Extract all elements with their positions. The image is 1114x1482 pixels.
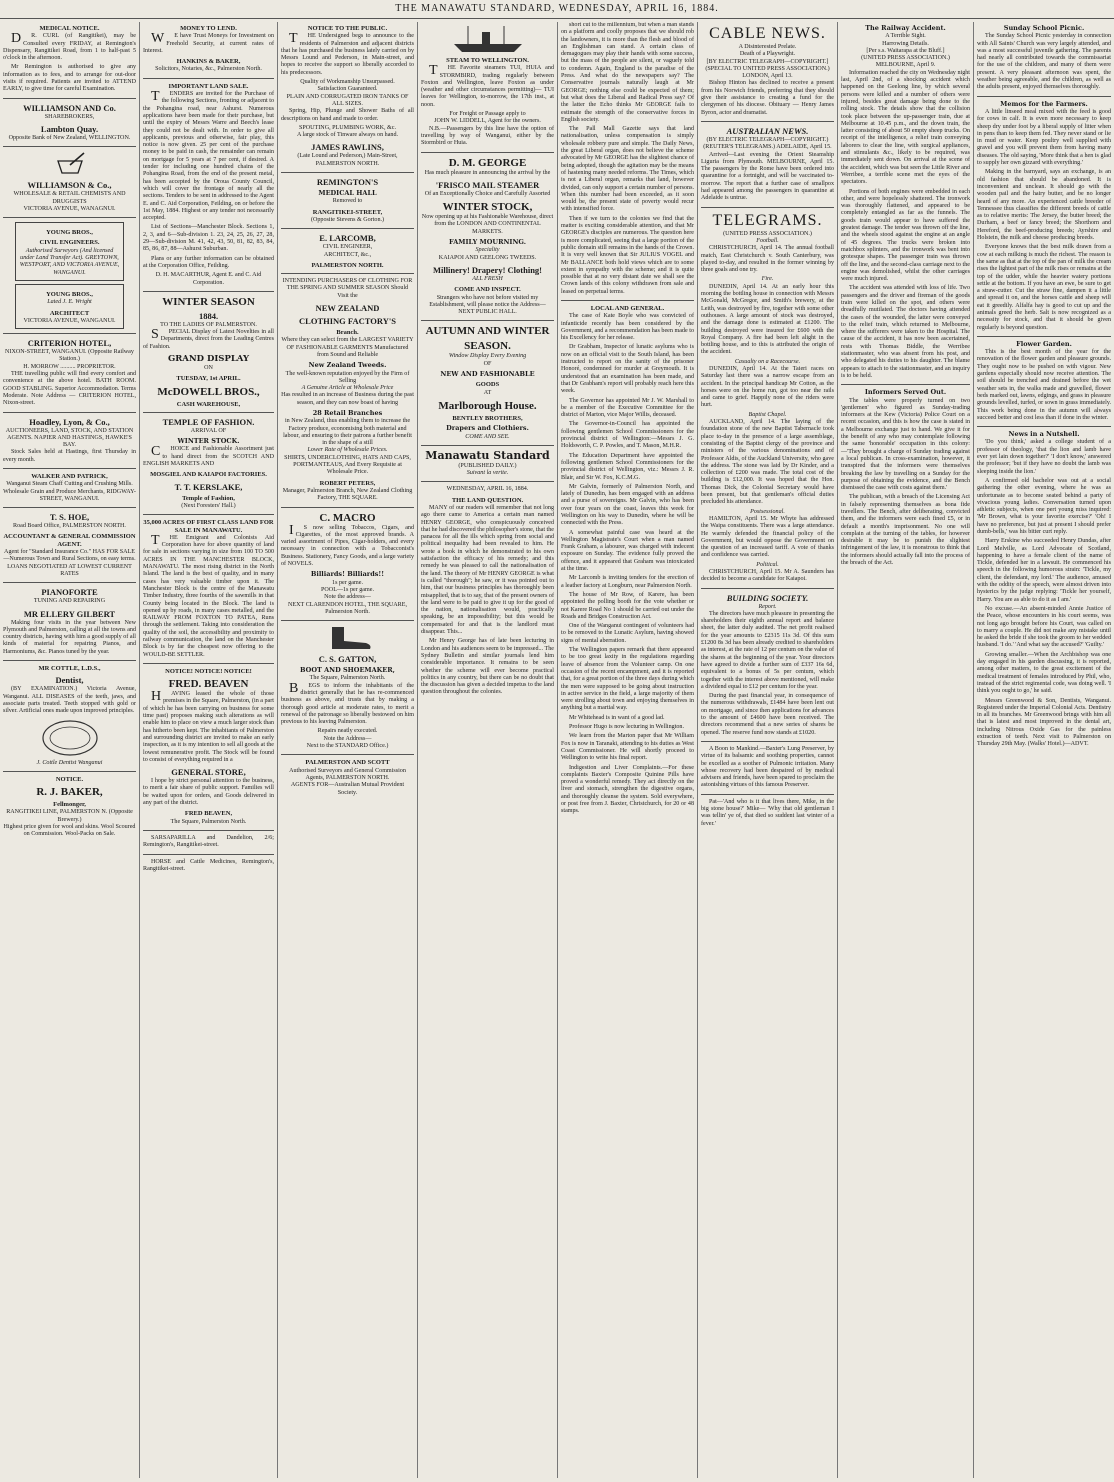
acres-heading: 35,000 ACRES OF FIRST CLASS LAND FOR SALE IN MANAWATU.	[143, 519, 274, 534]
column-5	[558, 22, 698, 1478]
editorial-cont-3: Then if we turn to the colonies we find that the matter is exciting considerable attention, and that Mr GEORGE's disciples are numerous. The question here is more complicated, seeing that a large portion of the public domain still remains in the hands of the Crown. It is very well known that Sir JULIUS VOGEL and Mr BALLANCE both hold views which are to some extent in sympathy with the scheme; and it is quite possible that at no very distant date we shall see the Crown lands of this colony withdrawn from sale and leased on perpetual terms.	[561, 215, 694, 295]
aus-text: Arrived—Last evening the Orient Steamship Liguria from Plymouth. MELBOURNE, April 15. The passengers by the Rome have been ordered into quarantine for a fortnight, and will be vaccinated to-morrow. The report that a further case of smallpox had appeared among the passengers in quarantine at Adelaide is untrue.	[701, 151, 834, 202]
gatton-text: BEGS to inform the inhabitants of the district generally that he has re-commenced business as above, and trusts that by making a thorough good article at moderate rates, to merit a renewal of the patronage so liberally bestowed on him previous to his leaving Palmerston.	[281, 680, 414, 726]
opp-gorton: (Opposite Stevens & Gorton.)	[310, 216, 385, 223]
column-2	[140, 22, 278, 1478]
williamson-heading: WILLIAMSON AND Co.	[23, 102, 116, 113]
baker-text: Highest price given for wool and skins. Wool Scoured on Commission. Wool-Packs on Sale.	[3, 824, 136, 838]
horse-medicines: HORSE and Cattle Medicines, Remington's, Rangitikei-street.	[143, 858, 274, 872]
upa-line: (UNITED PRESS ASSOCIATION.)	[861, 55, 950, 62]
nz-tweeds: New Zealand Tweeds.	[308, 361, 387, 370]
local-item-5: The Education Department have appointed the following gentlemen School Commissioners for the provincial district of Wellington, viz.: Messrs J. R. Blair, and Sir W. Fox, K.C.M.G.	[561, 452, 694, 481]
hankins-heading: HANKINS & BAKER,	[176, 58, 241, 66]
beaven-text: HAVING leased the whole of those premises in the Square, Palmerston, (in a part of which he has been carrying on business for some time past) proposes making such alterations as will enable him to place on view a much larger stock than has hitherto been kept. The inhabitants of Palmerston and surrounding district are invited to make an early inspection, as it is my intention to sell all goods at the lowest remunerative profit. The Stock will be found to consist of everything required in a	[143, 689, 275, 763]
nutshell-text-1: 'Do you think,' asked a college student of a professor of theology, 'that the lion and lamb have ever yet lain down together?' 'I don't know,' answered the professor; 'but if they have no doubt the lamb was sleeping inside the lion.'	[977, 439, 1111, 475]
on-line: ON	[204, 364, 213, 371]
building-text-2: During the past financial year, in consequence of the numerous withdrawals, £1484 have been lent out on mortgage, and since then applications for advances to the amount of £4600 have been received. The directors recommend that a new series of shares be opened. The reserve fund now stands at £1020.	[701, 693, 834, 736]
autumn-heading: AUTUMN AND WINTER	[425, 325, 550, 338]
walker-text: Wanganui Steam Chaff Cutting and Crushing Mills. Wholesale Grain and Produce Merchants, RIDGWAY-STREET, WANGANUI.	[3, 481, 136, 502]
walker-heading: WALKER AND PATRICK,	[31, 472, 108, 480]
of-line: OF	[483, 360, 492, 367]
land-question-text: MANY of our readers will remember that not long ago there came to America a certain man named HENRY GEORGE, who conspicuously conceived that he had discovered the philosopher's stone, that the panacea for all the ills which spring from social and political inequality had been revealed to him. He wrote a book in which he demonstrated to his own satisfaction the efficacy of his remedy; and this remedy he was pleased to call the nationalisation of the land. The theory of Mr HENRY GEORGE is what is called "thorough"; he saw, or it was pointed out to him, that our business principles has thoroughly been misapplied, that is to say, that of the present owners of the land were to be paid to give it up for the good of the nation, nationalisation would, practically speaking, be an impossibility; but this would be compensated for and that is the landlord must disappear. This...	[421, 504, 554, 636]
informers-text: The tables were properly turned on two 'gentlemen' who figured as Sunday-trading informers at the Kew (Victoria) Police Court on a recent occasion, and this is how the case is stated in a Melbourne exchange just to hand. We give it for the benefit of any who may contemplate following the same 'honorable' occupation in this colony:—'They brought a charge of Sunday trading against a local publican. In cross-examination, however, it transpired that the informers were themselves breaking the law by travelling on a Sunday for the purpose of obtaining the evidence, and the Bench dismissed the case with costs against them.'	[841, 397, 970, 492]
cottle-text: (BY EXAMINATION.) Victoria Avenue, Wanganui. ALL DISEASES of the teeth, jaws, and associate parts treated. Teeth stopped with gold or silver. Artificial ones made upon improved principles.	[3, 686, 136, 715]
nutshell-text-5: Growing smaller.—When the Archbishop was one day engaged in his garden discussing, it is reported, among other matters, to the great excitement of the medical treatment of females introduced by Phil, who, instead of the strict regimental code, was doing well. 'I think you ought to go,' he said.	[977, 651, 1111, 695]
arrival-of: ARRIVAL OF	[190, 427, 227, 434]
enjoyed-text: The well-known reputation enjoyed by the Firm of Selling	[285, 370, 410, 384]
nutshell-text-3: Harry Erskine who succeeded Henry Dundas, after Lord Melville, as Lord Advocate of Scotland, happening to have a female client of the name of Tickle, defended her in a lawsuit. He commenced his speech in the following humorous strain: 'Tickle, my client, the defendant, my lord.' The audience, amused with the oddity of the speech, were almost driven into hysterics by the judge replying: 'Tickle her yourself, Harry. You are as able to do it as I am.'	[977, 538, 1111, 603]
emigrant-text: THE Emigrant and Colonists Aid Corporation have for above quantity of land for sale in sections varying in size from 100 TO 500 ACRES IN THE MANCHESTER BLOCK, MANAWATU. The most rising district in the North Island. The land is the best of quality, and in many cases has very valuable timber upon it. The Manchester Block is the centre of the Manawatu Timber Industry, three fourths of the sawmills in that County being located in the Block. The land is opened up by roads, in many cases metalled, and the RAILWAY FROM FOXTON TO PATEA, Runs through the settlement. Taking into consideration the quality of the soil, the accessibility and proximity to railway communication, the land on the Manchester Block is by far the cheapest now offering to the WOULD-BE SETTLER.	[143, 532, 274, 658]
wright-line: Lated J. E. Wright	[47, 299, 92, 306]
editorial-cont: short cut to the millennium, but when a man stands on a platform and coolly proposes that we should rob the landowners, it is more than the flesh and blood of an Englishman can stand. A certain class of demagogues may play their hands with some success, but the mass of the people are silent, or vaguely told to condemn. Again, England is the paradise of the Press. And what do the newspapers say? The Conservative journals naturally laugh at Mr GEORGE; nothing else could be expected of them; but what does the Liberal and Radical Press say? Of the latter the Echo thinks Mr GEORGE fails to estimate the strength of the conservative forces in English society.	[561, 22, 694, 123]
local-item-9: The house of Mr Row, of Karere, has been appointed the polling booth for the vote whether or not Karere Road No 1 should be carried out under the Roads and Bridges Construction Act.	[561, 591, 694, 620]
temple-heading: TEMPLE OF FASHION.	[162, 416, 255, 427]
winter-season-heading: WINTER SEASON	[162, 295, 255, 308]
cable-news-heading: CABLE NEWS.	[709, 25, 826, 42]
quality-line: Quality of Workmanship Unsurpassed.	[300, 79, 395, 86]
notice-public-text: THE Undersigned begs to announce to the residents of Palmerston and adjacent districts that he has purchased the business lately carried on by Messrs Lound and Pederson, in Main-street, and hopes to receive the support so liberally accorded to his predecessors.	[281, 31, 414, 76]
medical-notice-heading: MEDICAL NOTICE.	[39, 25, 100, 32]
civil-engineer: CIVIL ENGINEER,	[322, 244, 373, 251]
curl-notice: DR. CURL (of Rangitikei), may be Consulted every FRIDAY, at Remington's Dispensary, Rangitikei Road, from 1 to half-past 5 o'clock in the afternoon.	[3, 31, 136, 62]
new-fashionable: NEW AND FASHIONABLE	[440, 370, 535, 379]
postsessional-heading: Postsessional.	[750, 508, 785, 515]
architect-etc: ARCHITECT, &c.,	[323, 251, 372, 258]
cable-text: Bishop Hinton has declined to receive a present from his Norwich friends, preferring that they should give their assistance to creating a fund for the clergymen of his diocese. Obituary — Henry James Byron, actor and dramatist.	[701, 80, 834, 116]
memos-text-2: Making in the barnyard, says an exchange, is an old fashion that should be abandoned. It is inconvenient and unclean. It should go with the wooden pail and the hairy butter, and be no longer heard of any more. An experienced cattle breeder of Tennessee thus classifies the different breeds of cattle as to relative merits: The Jersey, the butter breed; the Durham, a beef or fancy breed; the Shorthorn and Hereford, the beef-producing breeds; Ayrshire and Holstein, the milk and cheese producing breeds.	[977, 169, 1111, 242]
speciality: Speciality	[475, 247, 500, 254]
hoe-title: ACCOUNTANT & GENERAL COMMISSION AGENT.	[3, 533, 136, 548]
hankins-sub: Solicitors, Notaries, &c., Palmerston North.	[155, 66, 262, 73]
macro-heading: C. MACRO	[319, 511, 376, 524]
young-bros-text: Authorised Surveyors (And licensed under Land Transfer Act). GREYTOWN, WESTPORT, AND VICTORIA AVENUE, WANGANUI.	[19, 247, 120, 276]
local-item-13: Professor Hugo is now lecturing in Wellington.	[569, 724, 684, 731]
architect-line: ARCHITECT	[49, 309, 90, 317]
dentist-badge-seal	[40, 718, 100, 758]
column-1	[0, 22, 140, 1478]
political-heading: Political.	[756, 561, 779, 568]
gatton-heading: C. S. GATTON,	[318, 654, 377, 665]
manawatu-standard-title: Manawatu Standard	[425, 448, 550, 462]
money-heading: MONEY TO LEND.	[180, 25, 237, 32]
tuesday-line: TUESDAY, 1st APRIL.	[176, 375, 241, 383]
george-text: Has much pleasure in announcing the arrival by the	[424, 169, 551, 176]
mosgiel-line: MOSGIEL AND KAIAPOI FACTORIES.	[150, 471, 267, 479]
memos-heading: Memos for the Farmers.	[1000, 99, 1088, 108]
kaiapoi-tweeds: KAIAPOI AND GEELONG TWEEDS.	[438, 254, 537, 261]
hoe-heading: T. S. HOE,	[49, 512, 90, 523]
lower-rate: Lower Rate of Wholesale Prices.	[307, 447, 388, 454]
pool: POOL—1s per game.	[321, 586, 374, 593]
hoadley-heading: Hoadley, Lyon, & Co.,	[29, 416, 110, 427]
baxter-text: A Boon to Mankind.—Baxter's Lung Preserver, by virtue of its balsamic and soothing properties, cannot be excelled as a soother of Pulmonic irritation. Many whose recovery had been despaired of by medical advisers and friends, have been spared to proclaim the astonishing virtues of this famous Preserver.	[701, 745, 834, 789]
baptist-text: AUCKLAND, April 14. The laying of the foundation stone of the new Baptist Tabernacle took place to-day in the presence of a large assemblage, consisting of the Baptist clergy of the province and ministers of the various denominations and of Professor Aldis, of the Auckland University, who gave the address. The stone was laid by Dr Kinder, and a collection of £200 was made. The total cost of the building is £12,000. It was hoped that the Hon. Thomas Dick, the Colonial Secretary would have been present, but that gentleman's official duties precluded his attendance.	[701, 419, 834, 506]
macarthur: D. H. MACARTHUR, Agent E. and C. Aid Corporation.	[155, 272, 262, 286]
flower-text: This is the best month of the year for the renovation of the flower garden and pleasure grounds. They ought now to be pushed on with vigour. New gardens especially should now receive attention. The soil should be trenched and drained before the wet weather sets in, the walks made and gravelled, flower beds marked out, lawns, edgings, and grass in pleasure grounds levelled, turfed, or sown in grass immediately. This work being done in the autumn will always succeed better and cost less than if done in the winter.	[977, 349, 1111, 421]
goods-line: GOODS	[475, 381, 500, 389]
new-zealand: NEW ZEALAND	[315, 303, 380, 314]
peters-heading: ROBERT PETERS,	[319, 479, 376, 487]
winter-stock: WINTER STOCK.	[177, 437, 240, 446]
building-society-heading: BUILDING SOCIETY.	[726, 592, 809, 603]
hoe-text: Agent for "Standard Insurance Co." HAS FOR SALE—Numerous Town and Rural Sections, on easy terms. LOANS NEGOTIATED AT LOWEST CURRENT RATES	[3, 549, 136, 577]
railway-accident-heading: The Railway Accident.	[865, 24, 946, 32]
george-text-2: Now opening up at his Fashionable Warehouse, direct from the LONDON AND CONTINENTAL MARKETS.	[421, 214, 554, 235]
local-item-3: The Governor has appointed Mr J. W. Marshall to be a member of the Executive Committee for the district of Marton, vice Major Willis, deceased.	[561, 397, 694, 419]
nutshell-heading: News in a Nutshell.	[1008, 430, 1080, 439]
drapers-clothiers: Drapers and Clothiers.	[446, 424, 529, 433]
peters-sub: Manager, Palmerston Branch, New Zealand Clothing Factory, THE SQUARE.	[282, 487, 413, 502]
issue-date: WEDNESDAY, APRIL 16, 1884.	[446, 486, 529, 493]
mcdowell-heading: McDOWELL BROS.,	[157, 385, 260, 398]
ladies-line: TO THE LADIES OF PALMERSTON.	[160, 321, 257, 328]
local-item-10: One of the Wanganui contingent of volunteers had to be removed to the Lunatic Asylum, having showed signs of mental aberration.	[561, 623, 694, 644]
billiards: Billiards! Billiards!!	[310, 570, 385, 579]
telegrams-heading: TELEGRAMS.	[712, 211, 823, 229]
larcomb-heading: E. LARCOMB,	[319, 233, 376, 244]
young-bros-name: YOUNG BROS.,	[46, 229, 93, 237]
mortar-pestle-icon	[50, 151, 90, 177]
temple-of-fashion-2: Temple of Fashion,	[182, 494, 235, 502]
column-4	[418, 22, 558, 1478]
tinware-line: A large stock of Tinware always on hand.	[296, 132, 399, 139]
flower-garden-heading: Flower Garden.	[1016, 339, 1072, 348]
column-6	[698, 22, 838, 1478]
casualty-text: DUNEDIN, April 14. At the Taieri races on Saturday last there was a narrow escape from an accident. In the principal handicap Mr Cotton, as the horses were on the home run, got too near the rails and came to grief. Happily none of the riders were hurt.	[701, 365, 834, 409]
land-question-text-2: Mr Henry George has of late been lecturing in London and his audiences seem to be impressed... The Sydney Bulletin and similar journals lend him considerable importance. It remains to be seen whether the scheme will ever become practical politics in any country, but there can be no doubt that the discussion has given a decided impetus to the land question throughout the colonies.	[421, 638, 554, 696]
published-daily: (PUBLISHED DAILY.)	[458, 462, 517, 469]
removed-to: Removed to	[332, 198, 363, 205]
intending-text: INTENDING PURCHASERS OF CLOTHING FOR THE SPRING AND SUMMER SEASON Should Visit the	[282, 278, 413, 299]
local-item-8: Mr Larcomb is inviting tenders for the erection of a leather factory at Longburn, near Palmerston North.	[561, 575, 694, 589]
aus-head: (BY ELECTRIC TELEGRAPH—COPYRIGHT.) (REUTER'S TELEGRAMS.) ADELAIDE, April 15.	[703, 136, 832, 151]
note-address: Note the address—	[324, 594, 371, 601]
standard-office: Next to the STANDARD Office.)	[306, 743, 389, 750]
masthead: THE MANAWATU STANDARD, WEDNESDAY, APRIL 16, 1884.	[0, 0, 1114, 19]
local-item-12: Mr Whitehead is in want of a good lad.	[569, 714, 665, 721]
chemists-line: WHOLESALE & RETAIL CHEMISTS AND DRUGGISTS	[13, 191, 126, 205]
window-display: Window Display Every Evening	[448, 353, 527, 360]
fire-heading: Fire.	[761, 276, 774, 283]
hoadley-auctioneers: AUCTIONEERS, LAND, STOCK, AND STATION AGENTS. NAPIER AND HASTINGS, HAWKE'S BAY.	[5, 427, 134, 449]
frisco-steamer: 'FRISCO MAIL STEAMER	[435, 179, 540, 190]
nb-text: N.B.—Passengers by this line have the option of travelling by way of Wanganui, either by the Stormbird or Huia.	[421, 125, 554, 147]
young-bros-architect-box	[15, 284, 124, 329]
report-heading: Report.	[758, 603, 777, 610]
liddell: JOHN W. LIDDELL, Agent for the owners.	[434, 118, 541, 125]
come-inspect: COME AND INSPECT.	[454, 286, 521, 294]
marlborough-house: Marlborough House.	[438, 399, 537, 412]
criterion-heading: CRITERION HOTEL,	[27, 338, 112, 349]
kerslake-heading: T. T. KERSLAKE,	[174, 481, 243, 492]
young-bros-engineers-box	[15, 222, 124, 281]
local-item-11: The Wellington papers remark that there appeared to be too great laxity in the regulations regarding leave of absence from the Volunteer camp. On one occasion of the recent encampment, and it is reported that, for a great portion of the three days during which the men were supposed to be going about instruction in active service in the field, a large majority of them were strolling about town and enjoying themselves in anything but a martial way.	[561, 647, 694, 712]
satisfaction-line: Satisfaction Guaranteed.	[317, 86, 378, 93]
fire-text: DUNEDIN, April 14. At an early hour this morning the bottling house in connection with Messrs McGonald, McGregor, and Smith's brewery, at the Leith, was destroyed by fire, together with some other outhouses. A large amount of stock was destroyed, and the damage done is estimated at £1200. The building destroyed were insured for £600 with the Royal Company. A fire had been left alight in the bottling house, and to this is attributed the origin of the accident.	[701, 283, 834, 356]
bentley-brothers: BENTLEY BROTHERS,	[452, 414, 523, 422]
sharebrokers: SHAREBROKERS,	[44, 113, 95, 120]
branch-text: Where they can select from the LARGEST VARIETY OF FASHIONABLE GARMENTS Manufactured from Sound and Reliable	[281, 337, 414, 358]
civil-engineers: CIVIL ENGINEERS.	[39, 239, 100, 247]
dentist-heading: Dentist,	[55, 675, 84, 686]
foresters-line: (Next Foresters' Hall.)	[181, 502, 236, 509]
cottle-heading: MR COTTLE, L.D.S.,	[38, 665, 101, 673]
branch: Branch.	[336, 329, 359, 337]
local-item-6: Mr Galvin, formerly of Palmerston North, and lately of Dunedin, has been engaged with an address and a purse of sovereigns. Mr Galvin, who has been over four years on the coast, leaves this week for Wellington on his way to Dunedin, where he will be connected with the Press.	[561, 483, 694, 527]
grand-display: GRAND DISPLAY	[167, 353, 250, 364]
millinery: Millinery! Drapery! Clothing!	[432, 264, 543, 275]
nutshell-text-4: No excuse.—An absent-minded Annie Justice of the Peace, whose encounters in his court seems, was not long ago brought before his Court, was called on to marry a couple. He did not make any mistake until he asked the bride if she took the groom to her wedded husband. 'I do.' 'And what say the accused?' 'Guilty.'	[977, 605, 1111, 649]
column-8	[974, 22, 1114, 1478]
winter-text: SPECIAL Display of Latest Novelties in all Departments, direct from the Leading Centres of Fashion.	[143, 327, 274, 350]
clarendon: NEXT CLARENDON HOTEL, THE SQUARE, Palmerston North.	[288, 601, 407, 615]
baths-line: Spring, Hip, Plunge and Shower Baths of all descriptions on hand and made to order.	[281, 108, 414, 122]
informers-text-2: The publican, with a breach of the Licensing Act in falsely representing themselves as bona fide travellers. The Bench, after deliberating, convicted them, and the informers were each fined £5, or in default a month's imprisonment. No one will complain at the turning of the tables, for however desirable it may be to punish the slightest infringement of the law, it is monstrous to think that the informers should actually fall into the process of the breach of the Act.	[841, 494, 970, 567]
steamship-icon	[448, 24, 528, 54]
winter-year: 1884.	[198, 310, 219, 321]
george-heading: D. M. GEORGE	[448, 156, 527, 169]
nutshell-text-2: A confirmed old bachelor was out at a social gathering the other evening, where he was as unfortunate as to become seated behind a party of vivacious young ladies. Conversation turned upon athletic subjects, when one pert young miss inquired: 'Mr Brown, what is your favorite exercise?' 'Oh! I have no preference, but just at present I should prefer dumb-bells,' was his bitter curt reply.	[977, 477, 1111, 535]
local-item-4: The Governor-in-Council has appointed the following gentlemen School Commissioners for the provincial district of Wellington:—Messrs J. G. Holdsworth, C. P. Powles, and T. Mason, M.H.R.	[561, 421, 694, 450]
per-game: 1s per game.	[332, 579, 363, 586]
cable-sub: A Disinterested Prelate.	[738, 44, 797, 50]
agents-text: AGENTS FOR—Australian Mutual Provident Society.	[290, 782, 405, 796]
column-3	[278, 22, 418, 1478]
harrowing-details: Harrowing Details.	[882, 40, 929, 47]
picnic-text: The Sunday School Picnic yesterday in connection with All Saints' Church was very largely attended, and was a most successful juvenile gathering. The parents had nearly all contributed towards the commissariat for the use of the children, and many of them were present. A very pleasant afternoon was spent, the weather being agreeable, and the children, as well as the adults present, enjoyed themselves thoroughly.	[977, 33, 1111, 91]
season-heading: SEASON.	[464, 340, 511, 353]
telegrams-head: (UNITED PRESS ASSOCIATION.)	[723, 230, 812, 237]
football-text: CHRISTCHURCH, April 14. The annual football match, East Christchurch v. South Canterbury, was played to-day, and resulted in the former winning by three goals and one try.	[701, 245, 834, 274]
railway-text-2: Portions of both engines were embedded in each other, and were hopelessly shattered. The ironwork was thoroughly flattened, and appeared to be completely entangled as far as the funnels. The goods train would appear to have suffered the greatest damage. The tender was thrown off the line, and the wheels stood against the engine at an angle of 45 degrees. The trucks were broken into matchbox splinters, and the ironwork was bent into grotesque shapes. The passenger train was thrown off the line, and the second-class carriage next to the engine was demolished, whilst the other carriages were much injured.	[841, 188, 970, 283]
of-an: Of an Exceptionally Choice and Carefully Assorted	[424, 190, 551, 197]
freight-line: For Freight or Passage apply to	[449, 111, 526, 118]
beaven-text-2: I hope by strict personal attention to the business, to merit a fair share of public support. Families will be waited upon for orders, and Goods delivered in any part of the district.	[143, 778, 274, 807]
shirts-line: SHIRTS, UNDERCLOTHING, HATS AND CAPS, PORTMANTEAUS, And Every Requisite at Wholesale Price.	[284, 454, 411, 476]
boot-icon	[318, 625, 378, 651]
choice-text: CHOICE and Fashionable Assortment just to hand direct from the SCOTCH AND ENGLISH MARKETS AND	[143, 444, 274, 468]
boot-shoemaker: BOOT AND SHOEMAKER,	[300, 666, 395, 675]
fred-beaven-addr: The Square, Palmerston North.	[170, 818, 247, 825]
football-heading: Football.	[756, 237, 779, 244]
beaven-heading: FRED. BEAVEN	[168, 678, 249, 691]
local-item-7: A somewhat painful case was heard at the Wellington Magistrate's Court when a man named Frank Graham, a labourer, was charged with indecent exposure on Sunday. The evidence fully proved the offence, and it appeared that Graham was intoxicated at the time.	[561, 529, 694, 573]
cash-warehouse: CASH WAREHOUSE,	[176, 400, 241, 408]
general-store: GENERAL STORE,	[171, 767, 246, 778]
rawlins-heading: JAMES RAWLINS,	[311, 142, 384, 153]
retail-branches: 28 Retail Branches	[312, 408, 383, 417]
railway-text-3: The accident was attended with loss of life. Two passengers and the driver and fireman of the goods train were killed on the spot, and others were dreadfully mutilated. The doctors having attended the cases of the wounded, the latter were conveyed to the relief train, which returned to Melbourne, where the sufferers were taken to the Hospital. The cause of the accident, it has now been ascertained, rests with Thomas Biddle, the Werribee stationmaster, who was absent from his post, and who delegated his duties to his daughter. The blame appears to attach to the stationmaster, and an inquiry is to be held.	[841, 285, 970, 379]
gilbert-text: Making four visits in the year between New Plymouth and Palmerston, calling at all the towns and country districts, having with him a good supply of all kinds of material for repairing Pianos, and Harmoniums, &c. Pianos tuned by the year.	[3, 619, 136, 655]
victoria-avenue: VICTORIA AVENUE, WANAGNUI.	[23, 205, 116, 212]
postsessional-text: HAMILTON, April 15. Mr Whyte has addressed the Waipa constituents. There was a large attendance. He warmly defended the financial policy of the Government, but would oppose the Government on the question of an increased tariff. A vote of thanks and confidence was carried.	[701, 515, 834, 559]
political-text: CHRISTCHURCH, April 15. Mr A. Saunders has decided to become a candidate for Kaiapoi.	[701, 569, 834, 583]
note-address-2: Note the Address—	[323, 735, 372, 742]
palmerston-north: PALMERSTON NORTH.	[311, 261, 384, 269]
terrible-sight: A Terrible Sight.	[885, 33, 926, 40]
nutshell-text-6: Messrs Greenwood & Son, Dentists, Wanganui. Registered under the Imperial Colonial Acts. Dentistry in all its branches. Mr Greenwood brings with him all that is latest and most improved in the dental art, including Nitrous Oxide Gas for the painless extraction of teeth. Next visit to Palmerston on Thursday 29th May. (Walks' Hotel.)—ADVT.	[977, 697, 1111, 748]
picnic-heading: Sunday School Picnic.	[1003, 24, 1085, 32]
list-sections: List of Sections—Manchester Block. Sections 1, 2, 3, and 6—Sub-division 1. 23, 24, 25, 26, 27, 28, 29—Sub-division M. 41, 42, 43, 50, 81, 82, 83, 84, 85, 86, 87, 88—Ashurst Suburban.	[143, 224, 274, 253]
curl-notice-2: Mr Remington is authorised to give any information as to fees, and to arrange for out-door visits if required. Patients are invited to ATTEND EARLY, to give time for careful Examination.	[3, 64, 136, 93]
criterion-address: NIXON-STREET, WANGANUI. (Opposite Railway Station.)	[5, 349, 134, 363]
young-bros-name-2: YOUNG BROS.,	[46, 290, 93, 298]
gilbert-heading: MR ELLERY GILBERT	[23, 608, 116, 619]
medical-hall: MEDICAL HALL	[318, 189, 377, 198]
notice-notice: NOTICE! NOTICE! NOTICE!	[165, 667, 252, 675]
sarsaparilla: SARSAPARILLA and Dandelion, 2/6; Remington's, Rangitikei-street.	[143, 834, 274, 849]
steam-text: THE Favorite steamers TUI, HUIA and STORMBIRD, trading regularly between Foxton and Wellington, leave Foxton as under (weather and other circumstances permitting)— TUI leaves for Wellington, to-morrow, the 17th inst., at noon.	[421, 63, 554, 108]
spouting-line: SPOUTING, PLUMBING WORK, &c.	[298, 124, 397, 131]
memos-text: A little linseed meal mixed with the feed is good for cows in calf. It is even more necessary to keep sheep dry under foot by a liberal supply of litter when in pens than to keep them fed. They never stand or lie in mud or water. Keep poultry well supplied with gravel and you will prevent them from having many diseases. The old saying, 'More think that a hen is glad to supply her own gizzard with everything.'	[977, 108, 1111, 167]
baptist-heading: Baptist Chapel.	[748, 411, 787, 418]
branches-text: in New Zealand, thus enabling them to increase the Factory produce, economising both material and labour, and ensuring to their patrons a further benefit in the shape of a still	[283, 418, 412, 447]
informers-heading: Informers Served Out.	[864, 388, 947, 397]
railway-text: Information reached the city on Wednesday night last, April 2nd, of a shocking accident which happened on the Geelong line, by which several persons were killed and a number of others were injured, besides great damage being done to the rolling stock. The details show that the collision took place between the up-passenger train, due at Melbourne at 10.45 p.m., and the down train, the latter consisting of about 50 empty sheep trucks. On receipt of the intelligence, a relief train conveying laborers to clear the line, with surgical appliances, and stimulants &c., likely to be required, was immediately sent down. On arrival at the scene of the accident, which was but seen the Little River and Werribee, a terrible scene met the eyes of the spectators.	[841, 69, 970, 186]
fred-beaven-2: FRED BEAVEN,	[184, 810, 233, 818]
come-and-see: COME AND SEE.	[465, 433, 510, 440]
increase-text: Has resulted in an increase of Business during the past season, and they can now boast of having	[281, 392, 414, 406]
per-waitarapa: [Per s.s. Waitarapa at the Bluff.]	[866, 47, 945, 54]
rangitikei-street: RANGITIKEI-STREET,	[312, 208, 383, 216]
criterion-text: THE travelling public will find every comfort and convenience at the above hotel. BATH ROOM. GOOD STABLING. Superior Accommodation. Terms Moderate. Note Address — CRITERION HOTEL, Nixon-street.	[3, 371, 136, 407]
williamson-chemists-heading: WILLIAMSON & Co.,	[27, 180, 112, 191]
young-bros-address: VICTORIA AVENUE, WANGANUI.	[23, 317, 116, 324]
rawlins-sub: (Late Lound and Pederson,) Main-Street, PALMERSTON NORTH.	[297, 153, 398, 167]
criterion-proprietor: H. MORROW .......... PROPRIETOR.	[23, 363, 116, 370]
local-item-15: Indigestion and Liver Complaints.—For these complaints Baxter's Composite Quinine Pills have proved a wonderful remedy. They act directly on the liver and stomach, strengthen the digestive organs, and thoroughly cleanse the system. Sold everywhere, or post free from J. Baxter, Christchurch, for 20 or 48 stamps.	[561, 764, 694, 815]
casualty-heading: Casualty on a Racecourse.	[734, 358, 801, 365]
surveyors-heading: PALMERSTON AND SCOTT	[305, 759, 390, 767]
local-item-1: The case of Kate Boyle who was convicted of infanticide recently has been considered by the Government, and a recommendation has been made to his Excellency for her release.	[561, 313, 694, 342]
building-text: The directors have much pleasure in presenting the shareholders their eighth annual report and balance sheet, the latter duly audited. The net profit realised for the year amounts to £2315 11s 3d. Of this sum £1200 8s 3d has been already credited to shareholders as interest, at the rate of 12 per centum on the value of the shares at the beginning of the year. Your directors have agreed to divide a further sum of £337 16s 6d, equivalent to a bonus of 5s per centum, which together with the interest above mentioned, will make a dividend equal to £12 per centum for the year.	[701, 610, 834, 690]
land-question-heading: THE LAND QUESTION.	[451, 496, 524, 504]
suivant-motto: Suivant la verite.	[466, 470, 509, 477]
money-text: WE have Trust Moneys for Investment on Freehold Security, at current rates of Interest.	[143, 31, 274, 54]
lambton-quay: Lambton Quay.	[40, 123, 99, 134]
steam-heading: STEAM TO WELLINGTON.	[446, 57, 529, 64]
melbourne-date: MELBOURNE, April 9.	[875, 62, 936, 69]
family-mourning: FAMILY MOURNING.	[448, 238, 526, 247]
notice-public-heading: NOTICE TO THE PUBLIC.	[307, 25, 388, 32]
fellmonger: Fellmonger,	[53, 801, 86, 809]
gatton-addr: The Square, Palmerston North.	[309, 675, 386, 682]
all-fresh: ALL FRESH	[472, 275, 503, 282]
notice-heading: NOTICE.	[55, 775, 84, 783]
pat-text: Pat—'And who is it that lives there, Mike, in the big stone house?' Mike— 'Why that old gentleman I was tellin' ye of, that died so suddent last winter of a fever.'	[701, 798, 834, 827]
pianoforte-heading: PIANOFORTE	[41, 587, 98, 598]
strangers-text: Strangers who have not before visited my Establishment, will please notice the Address— NEXT PUBLIC HALL.	[429, 294, 546, 316]
baker-address: RANGITIKEI LINE, PALMERSTON N. (Opposite Brewery.)	[6, 809, 133, 823]
baker-heading: R. J. BAKER,	[36, 786, 103, 799]
cable-sub-2: Death of a Playwright.	[739, 51, 796, 58]
hoe-address: Road Board Office, PALMERSTON NORTH.	[13, 523, 126, 530]
remington-heading: REMINGTON'S	[316, 177, 379, 188]
local-general-heading: LOCAL AND GENERAL.	[590, 304, 665, 312]
winter-stock-heading: WINTER STOCK,	[442, 201, 533, 214]
genuine-article: A Genuine Article at Wholesale Price	[301, 385, 394, 392]
opposite-bank: Opposite Bank of New Zealand, WELLINGTON.	[8, 134, 131, 141]
cable-head: [BY ELECTRIC TELEGRAPH—COPYRIGHT.] (SPECIAL TO UNITED PRESS ASSOCIATION.) LONDON, April 13.	[705, 58, 830, 80]
stock-sales: Stock Sales held at Hastings, first Thursday in every month.	[3, 449, 136, 463]
australian-news-heading: AUSTRALIAN NEWS.	[726, 125, 809, 136]
surveyors-text: Authorised Surveyors and General Commission Agents, PALMERSTON NORTH.	[289, 767, 406, 781]
macro-text: IS now selling Tobaccos, Cigars, and Cigarettes, of the most approved brands. A varied assortment of Pipes, Cigar-holders, and every necessary in connection with a Tobacconist's Business. Stationery, Fancy Goods, and a large variety of NOVELS.	[281, 522, 414, 568]
tuning-heading: TUNING AND REPAIRING	[33, 598, 106, 605]
local-item-14: We learn from the Marton paper that Mr William Fox is now in Taranaki, attending to his duties as West Coast Commissioner. He will shortly proceed to Wellington to write his final report.	[561, 733, 694, 762]
column-7	[838, 22, 974, 1478]
land-sale-text: TENDERS are invited for the Purchase of the following Sections, fronting or adjacent to the Pohangina road, near Ashurst. Numerous applications have been made for their purchase, but until the expiry of Messrs Warre and Beech's lease they could not be dealt with. In order to give all applicants, previous and otherwise, fair play, this notice is now given. 25 per cent of the purchase money to be paid in cash, the remainder can remain on mortgage for 5 years at 7 per cent, if desired. A tender for including one hundred chains of the Pohangina Road, from the end of the present metal, has been accepted by the Oroua County Council, which will cover the frontage of nearly all the sections. Tenders to be sent in addressed to the Agent E. and C. Aid Corporation, Feilding, on or before the 1st May, 1884. Highest or any tender not necessarily accepted.	[143, 89, 274, 222]
local-item-2: Dr Grabham, Inspector of lunatic asylums who is now on an official visit to the South Island, has been instructed to report on the sanity of the prisoner Honoré, condemned for murder at Greymouth. It is understood that an examination has been made, and that Dr Grabham's report will probably reach here this week.	[561, 344, 694, 395]
repairs: Repairs neatly executed.	[317, 728, 378, 735]
land-sale-heading: IMPORTANT LAND SALE.	[168, 82, 249, 90]
editorial-cont-2: The Pall Mall Gazette says that land nationalisation, unless compensation is simply wholesale robbery pure and simple. The Daily News, the great Liberal organ, does not believe the scheme advocated by Mr GEORGE has the slightest chance of being adopted, though the agitation may be the means of hastening many needed reforms. The Times, which is not a Liberal organ, remarks that land, however divided, can only support a certain number of persons. When this number had been exceeded, as it soon would be, the present state of poverty would recur with intensified force.	[561, 126, 695, 213]
tanks-line: PLAIN AND CORRUGATED IRON TANKS OF ALL SIZES.	[286, 93, 409, 107]
at-line: AT	[483, 389, 492, 396]
plans-text: Plans or any further information can be obtained at the Corporation Office, Feilding.	[143, 255, 274, 269]
memos-text-3: Everyone knows that the best milk drawn from a cow at each milking is much the richest. The reason is the same as that at the top of the pan of milk the cream rises the lightest part of the milk rises or remains at the top of the udder, while the heavier watery portions settle at the bottom. If you have an ewe, be sure to get a straw-cutter. Cut the straw fine, dampen it a little and spread it on, and the horses cattle and sheep will eat it greedily. Alfalfa hay is good to cut up and the animals greed the herb. Salt is now recognized as a necessity for stock, and that it should be given regularly is beyond question.	[977, 244, 1111, 331]
clothing-factory: CLOTHING FACTORY'S	[299, 316, 396, 327]
dentist-badge-text: J. Cottle Dentist Wanganui	[36, 759, 103, 766]
